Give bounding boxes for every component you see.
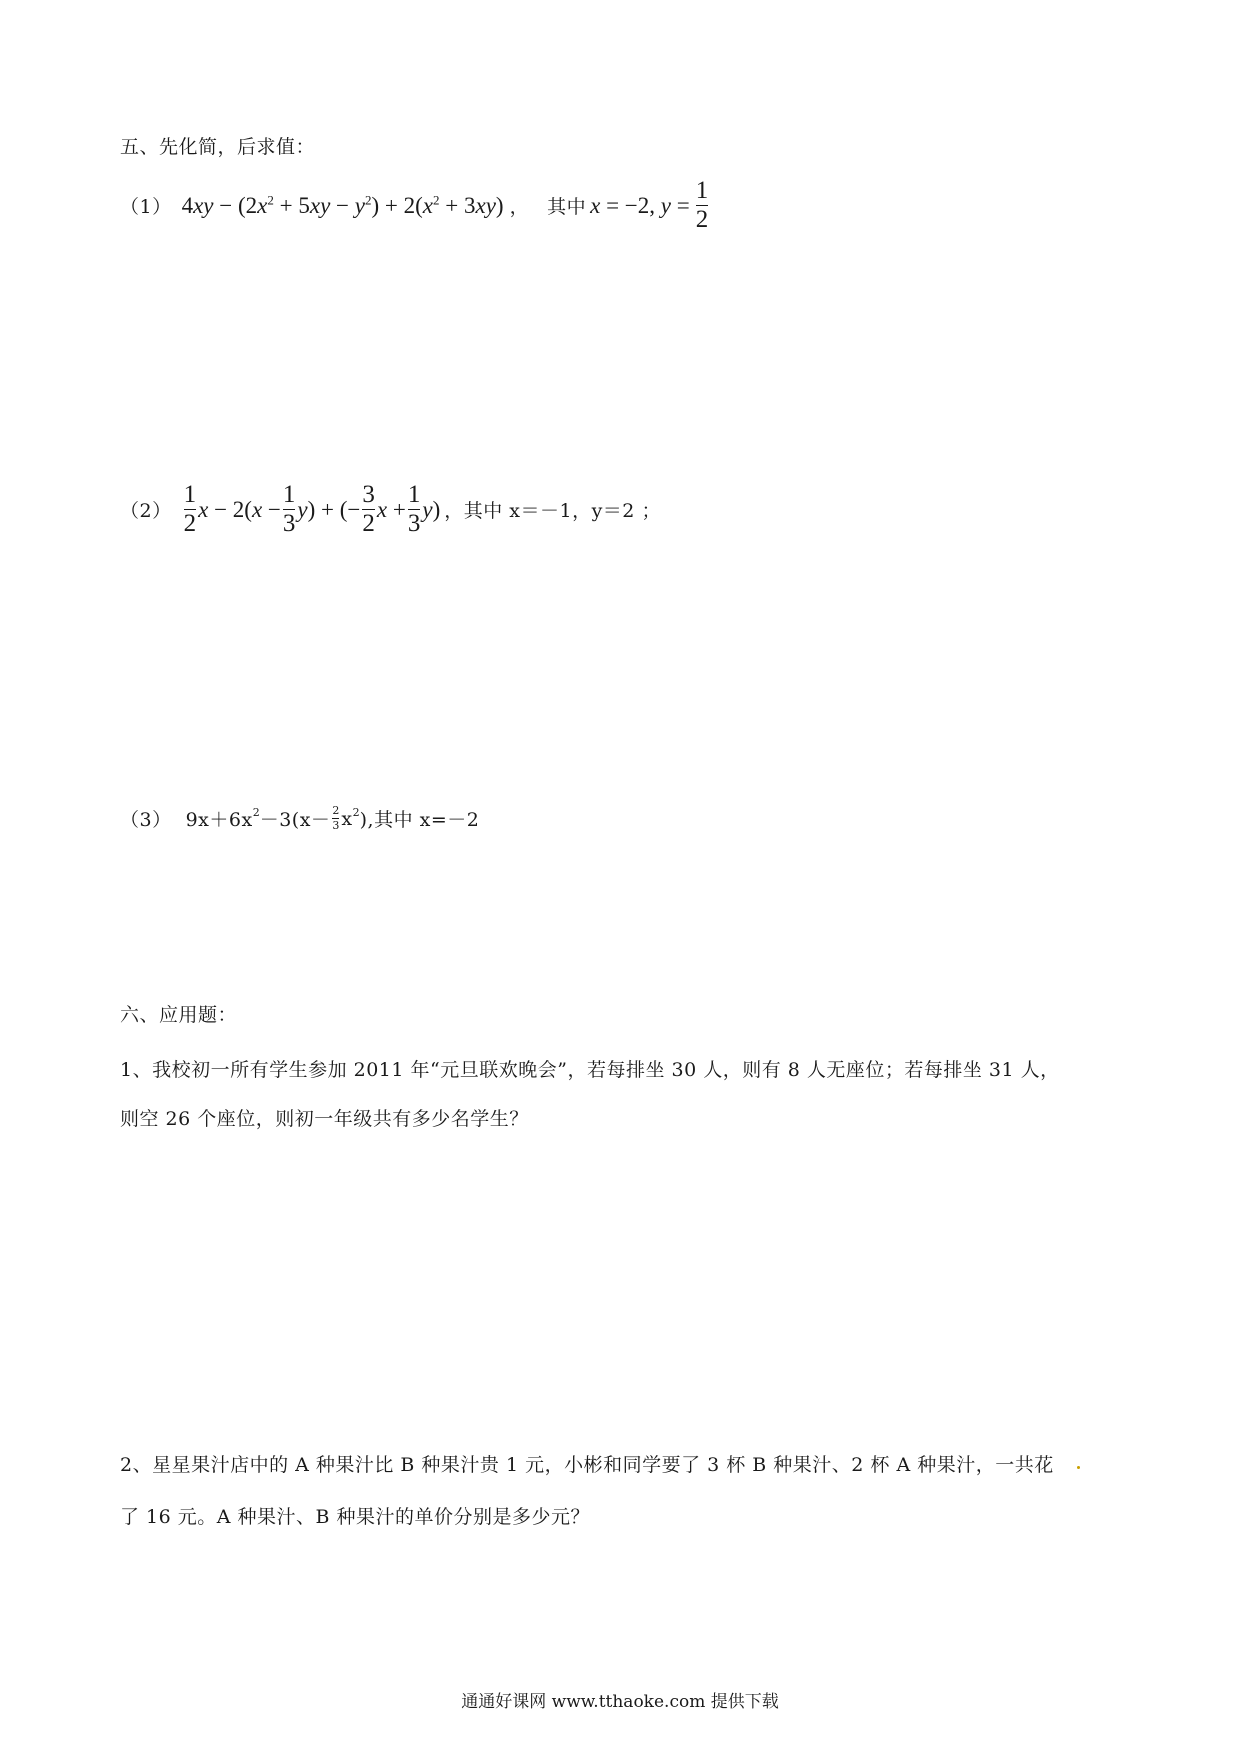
problem-3-expression-start: 9x＋6x: [185, 809, 253, 831]
problem-1-where: 其中: [547, 196, 587, 219]
problem-2: [120, 482, 661, 538]
problem-3-condition: ),其中 x=－2: [359, 809, 480, 831]
question-1-line-1: 1、我校初一所有学生参加 2011 年“元旦联欢晚会”，若每排坐 30 人，则有 8 人无座位；若每排坐 31 人，: [120, 1059, 1060, 1081]
section-5-heading: 五、先化简，后求值：: [120, 136, 316, 158]
problem-1-fraction: [696, 178, 709, 234]
problem-2-expression: $\frac{1}{2}$ x − 2(x − $\frac{1}{3}$ y) + (− $\frac{3}{2}$ x + $\frac{1}{3}$ y): [183, 481, 441, 538]
problem-1-expression: $4xy - (2x^2 + 5xy - y^2) + 2(x^2 + 3xy)$: [181, 192, 504, 218]
question-2-line-2: 了 16 元。A 种果汁、B 种果汁的单价分别是多少元？: [120, 1506, 591, 1528]
fraction-third: $\frac{1}{3}$: [282, 481, 296, 538]
section-6-heading: 六、应用题：: [120, 1004, 238, 1026]
problem-3-fraction: $\frac{2}{3}$: [332, 804, 340, 832]
question-1-line-2: 则空 26 个座位，则初一年级共有多少名学生？: [120, 1108, 529, 1130]
problem-3-variable: x: [341, 807, 353, 830]
fraction-three-halves: $\frac{3}{2}$: [362, 481, 375, 538]
problem-1: [120, 178, 710, 234]
problem-2-condition: ，其中 x＝－1，y＝2 ；: [444, 500, 661, 523]
stray-mark: [1077, 1466, 1080, 1469]
problem-1-condition: x = −2, y =: [590, 192, 690, 218]
fraction-third-2: $\frac{1}{3}$: [407, 481, 421, 538]
question-2-line-1: 2、星星果汁店中的 A 种果汁比 B 种果汁贵 1 元，小彬和同学要了 3 杯 B 种果汁、2 杯 A 种果汁，一共花: [120, 1454, 1054, 1476]
problem-3-label: （3）: [120, 809, 172, 831]
problem-1-comma: ，: [509, 196, 530, 219]
problem-2-label: （2）: [120, 500, 172, 523]
fraction-denominator: 2: [695, 206, 709, 234]
problem-3-expression-mid: －3(x－: [259, 809, 331, 831]
fraction-half: $\frac{1}{2}$: [183, 481, 197, 538]
footer-credit: 通通好课网 www.tthaoke.com 提供下载: [461, 1692, 779, 1712]
problem-1-label: （1）: [120, 196, 172, 219]
fraction-numerator: 1: [695, 177, 709, 204]
problem-3: （3） 9x＋6x 2 －3(x－ $\frac{2}{3}$ x 2 ),其中 x=－2: [120, 804, 480, 832]
